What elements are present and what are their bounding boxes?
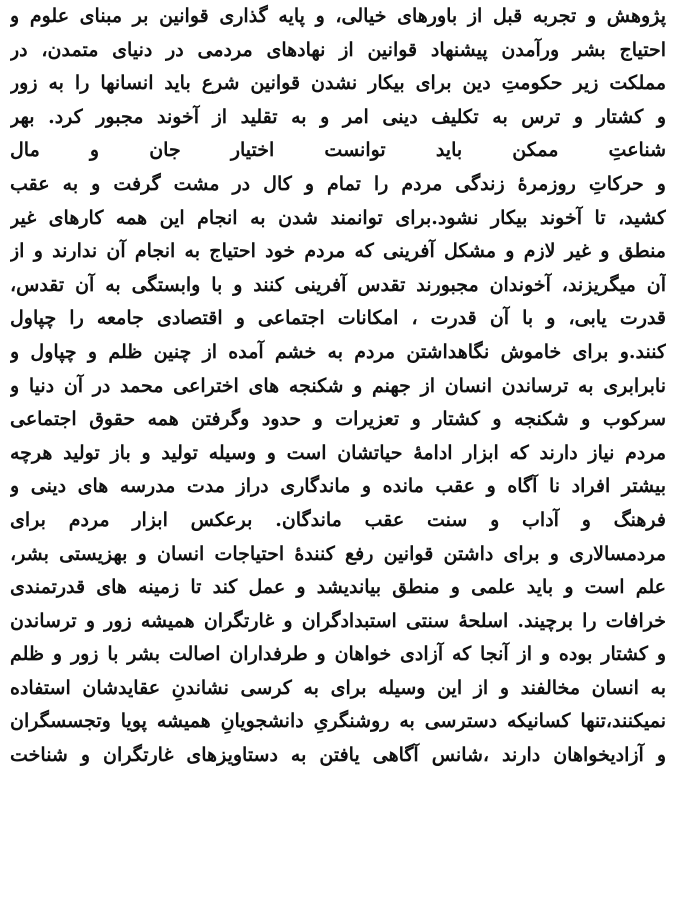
text-line: و آزادیخواهان دارند ،شانس آگاهی یافتن به دستاویزهای غارتگران و شناخت	[10, 744, 666, 767]
text-line: پژوهش و تجربه قبل از باورهای خیالی، و پایه گذاری قوانین بر مبنای علوم و	[10, 5, 666, 27]
text-line: سرکوب و شکنجه و کشتار و تعزیرات و حدود وگرفتن همه حقوق اجتماعی	[10, 408, 666, 431]
text-line: بیشتر افراد نا آگاه و عقب مانده و ماندگاری دراز مدت مدرسه های دینی و	[10, 475, 666, 498]
text-line: به انسان مخالفند و از این وسیله برای به کرسی نشاندنِ عقایدشان استفاده	[10, 676, 666, 699]
text-line: احتیاج بشر ورآمدن پیشنهاد قوانین از نهادهای مردمی در دنیای متمدن، در	[10, 38, 666, 61]
text-line: فرهنگ و آداب و سنت عقب ماندگان. برعکس ابزار مردم برای	[10, 508, 666, 531]
text-line: مملکت زیر حکومتِ دین برای بیکار نشدن قوانین شرع باید انسانها را به زور	[10, 72, 666, 95]
body-text	[10, 0, 666, 773]
text-line: خرافات را برچیند. اسلحهٔ سنتی استبدادگران و غارتگران همیشه زور و ترساندن	[10, 609, 666, 632]
text-line: و کشتار بوده و از آنجا که آزادی خواهان و طرفداران اصالت بشر با زور و ظلم	[10, 643, 666, 666]
text-line: علم است و باید علمی و منطق بیاندیشد و عمل کند تا زمینه های قدرتمندی	[10, 576, 666, 599]
text-line: و کشتار و ترس به تکلیف دینی امر و به تقلید از آخوند مجبور کرد. بهر	[10, 105, 666, 128]
text-line: نمیکنند،تنها کسانیکه دسترسی به روشنگریِ دانشجویانِ همیشه پویا وتجسسگران	[10, 710, 666, 733]
text-line: آن میگریزند، آخوندان مجبورند تقدس آفرینی کنند و با وابستگی به آن تقدس،	[10, 273, 666, 296]
text-line: نابرابری به ترساندن انسان از جهنم و شکنجه های اختراعی محمد در آن دنیا و	[10, 374, 666, 397]
text-line: کنند.و برای خاموش نگاهداشتن مردم به خشم آمده از چنین ظلم و چپاول و	[10, 340, 666, 363]
text-line: شناعتِ ممکن باید توانست اختیار جان و مال	[10, 139, 666, 162]
text-line: و حرکاتِ روزمرهٔ زندگی مردم را تمام و کال در مشت گرفت و به عقب	[10, 172, 666, 195]
text-line: قدرت یابی، و با آن قدرت ، امکانات اجتماعی و اقتصادی جامعه را چپاول	[10, 307, 666, 330]
text-line: منطق و غیر لازم و مشکل آفرینی که مردم خود احتیاج به انجام آن ندارند و از	[10, 240, 666, 263]
text-line: مردم نیاز دارند که ابزار ادامهٔ حیاتشان است و وسیله تولید و باز تولید هرچه	[10, 441, 666, 464]
text-line: کشید، تا آخوند بیکار نشود.برای توانمند شدن به انجام این همه کارهای غیر	[10, 206, 666, 229]
text-line: مردمسالاری و برای داشتن قوانین رفع کنندهٔ احتیاجات انسان و بهزیستی بشر،	[10, 542, 666, 565]
